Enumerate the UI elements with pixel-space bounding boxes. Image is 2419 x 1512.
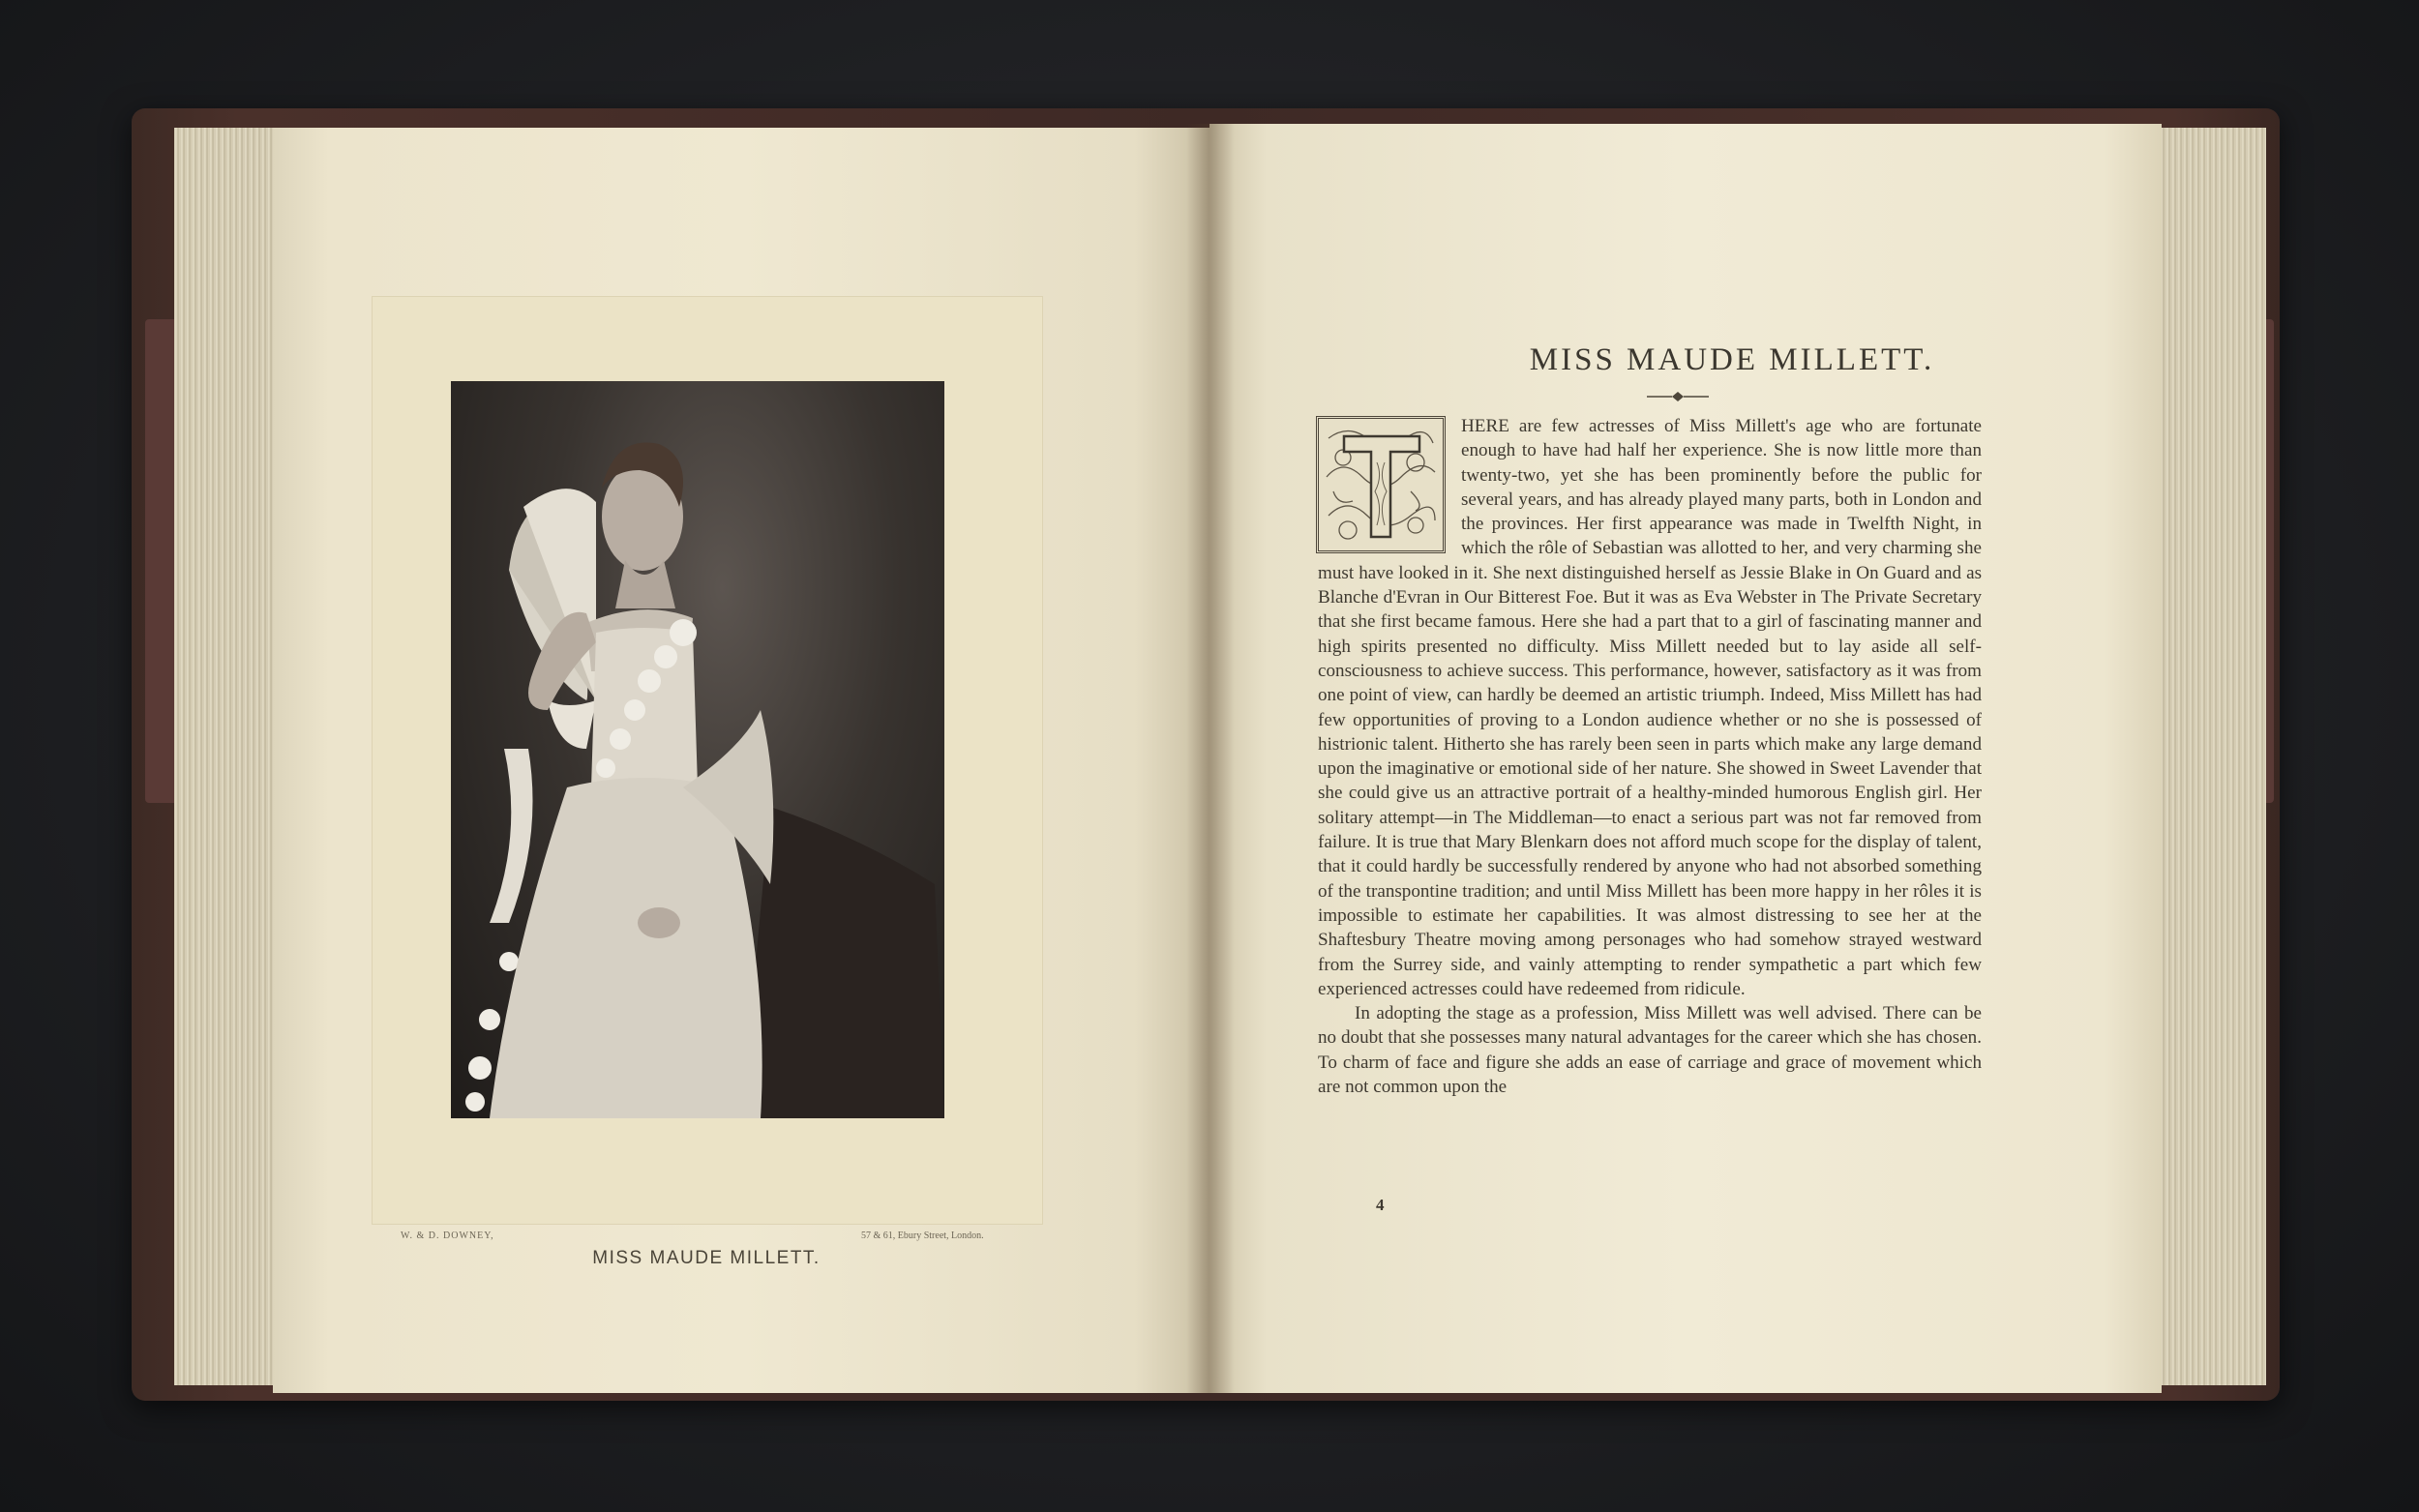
book-gutter <box>1186 124 1235 1393</box>
portrait-photograph <box>451 381 944 1118</box>
article-title: MISS MAUDE MILLETT. <box>1529 342 1935 377</box>
page-edges-left <box>174 128 281 1385</box>
photo-credit-address: 57 & 61, Ebury Street, London. <box>861 1230 984 1241</box>
title-ornament-icon <box>1647 391 1709 402</box>
paragraph-2: In adopting the stage as a profession, Miss Millett was well advised. There can be no doubt that she possesses many natural advantages for the career which she has chosen. To charm of face and figure she adds an ease of carriage and grace of movement which are not common upon the <box>1318 1003 1982 1098</box>
paragraph-1: HERE are few actresses of Miss Millett's age who are fortunate enough to have had half her experience. She is now little more than twenty-two, yet she has been prominently before the public for several years, and has already played many parts, both in London and the provinces. Her first appearance was made in Twelfth Night, in which the rôle of Sebastian was allotted to her, and very charming she must have looked in it. She next distinguished herself as Jessie Blake in On Guard and as Blanche d'Evran in Our Bitterest Foe. But it was as Eva Webster in The Private Secretary that she first became famous. Here she had a part that to a girl of fascinating manner and high spirits presented no difficulty. Miss Millett needed but to lay aside all self-consciousness to achieve success. This performance, however, satisfactory as it was from one point of view, can hardly be deemed an artistic triumph. Indeed, Miss Millett has had few opportunities of proving to a London audience whether or no she is possessed of histrionic talent. Hitherto she has rarely been seen in parts which make any large demand upon the imaginative or emotional side of her nature. She showed in Sweet Lavender that she could give us an attractive portrait of a healthy-minded humorous English girl. Her solitary attempt—in The Middleman—to enact a serious part was not far removed from failure. It is true that Mary Blenkarn does not afford much scope for the display of talent, that it could hardly be successfully rendered by anyone who had not absorbed something of the transpontine tradition; and until Miss Millett has been more happy in her rôles it is impossible to estimate her capabilities. It was almost distressing to see her at the Shaftesbury Theatre moving among personages who had somehow strayed westward from the Surrey side, and vainly attempting to render sympathetic a part which few experienced actresses could have redeemed from ridicule. <box>1318 416 1982 999</box>
page-number: 4 <box>1376 1196 1385 1214</box>
photo-caption: MISS MAUDE MILLETT. <box>592 1248 821 1268</box>
article-body <box>1318 414 1982 1099</box>
photo-credit-studio: W. & D. DOWNEY, <box>401 1230 494 1241</box>
page-edges-right <box>2160 128 2266 1385</box>
cover-corner-left <box>145 319 178 803</box>
